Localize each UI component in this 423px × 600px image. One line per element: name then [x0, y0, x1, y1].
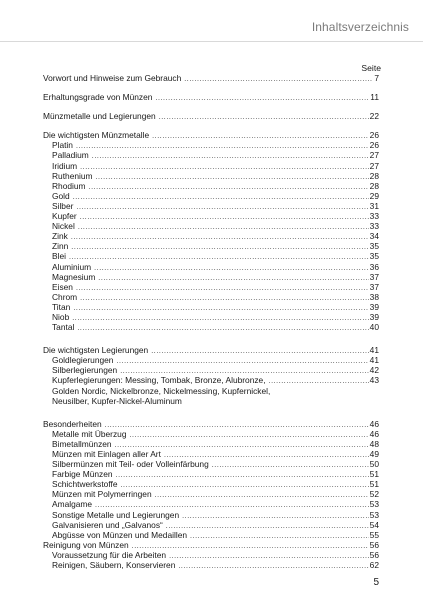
toc-entry-label: Neusilber, Kupfer-Nickel-Aluminum	[52, 395, 182, 406]
toc-entry-continuation	[43, 396, 379, 406]
toc-entry-label: Abgüsse von Münzen und Medaillen	[52, 529, 188, 540]
toc-entry[interactable]	[43, 540, 379, 550]
toc-entry-page: 35	[369, 241, 379, 252]
toc-entry-label: Zinn	[52, 241, 69, 252]
dot-leader	[76, 284, 369, 294]
toc-entry[interactable]	[43, 130, 379, 140]
toc-entry-label: Gold	[52, 190, 70, 201]
dot-leader	[76, 203, 368, 213]
dot-leader	[72, 314, 368, 324]
toc-entry-page: 50	[369, 459, 379, 470]
toc-entry[interactable]	[43, 355, 379, 365]
toc-entry-label: Reinigung von Münzen	[43, 539, 129, 550]
toc-entry[interactable]	[43, 181, 379, 191]
dot-leader	[190, 532, 369, 542]
toc-entry-page: 38	[369, 291, 379, 302]
dot-leader	[76, 142, 369, 152]
toc-entry-label: Farbige Münzen	[52, 469, 113, 480]
toc-entry-label: Die wichtigsten Legierungen	[43, 345, 149, 356]
toc-entry-label: Amalgame	[52, 499, 93, 510]
toc-entry[interactable]	[43, 449, 379, 459]
dot-leader	[269, 377, 369, 387]
toc-entry[interactable]	[43, 469, 379, 479]
toc-entry[interactable]	[43, 272, 379, 282]
toc-entry[interactable]	[43, 201, 379, 211]
dot-leader	[92, 152, 369, 162]
page-column-header: Seite	[361, 63, 381, 73]
dot-leader	[151, 347, 368, 357]
dot-leader	[78, 223, 369, 233]
dot-leader	[120, 481, 368, 491]
toc-entry-label: Erhaltungsgrade von Münzen	[43, 92, 153, 103]
toc-entry[interactable]	[43, 161, 379, 171]
toc-entry-page: 28	[369, 180, 379, 191]
toc-entry[interactable]	[43, 479, 379, 489]
dot-leader	[96, 173, 369, 183]
toc-entry[interactable]	[43, 550, 379, 560]
dot-leader	[116, 471, 369, 481]
toc-entry-label: Aluminium	[52, 261, 92, 272]
toc-entry[interactable]	[43, 262, 379, 272]
toc-entry[interactable]	[43, 322, 379, 332]
toc-entry[interactable]	[43, 111, 379, 121]
toc-entry-label: Goldlegierungen	[52, 355, 114, 366]
dot-leader	[80, 213, 369, 223]
dot-leader	[71, 243, 368, 253]
toc-entry-page: 53	[369, 509, 379, 520]
toc-entry-label: Titan	[52, 301, 71, 312]
dot-leader	[178, 562, 368, 572]
dot-leader	[132, 542, 369, 552]
toc-entry-page: 62	[369, 560, 379, 571]
header-divider	[0, 41, 423, 42]
toc-entry[interactable]	[43, 375, 379, 385]
toc-entry-label: Ruthenium	[52, 170, 93, 181]
toc-entry-label: Iridium	[52, 160, 78, 171]
dot-leader	[182, 512, 369, 522]
toc-entry-page: 26	[369, 130, 379, 141]
toc-entry-page: 55	[369, 529, 379, 540]
dot-leader	[155, 491, 369, 501]
toc-entry[interactable]	[43, 345, 379, 355]
dot-leader	[94, 264, 369, 274]
dot-leader	[80, 294, 369, 304]
toc-entry[interactable]	[43, 302, 379, 312]
toc-entry[interactable]	[43, 92, 379, 102]
toc-entry-page: 46	[369, 418, 379, 429]
toc-entry-label: Besonderheiten	[43, 418, 102, 429]
dot-leader	[77, 324, 368, 334]
toc-entry-page: 43	[369, 375, 379, 386]
toc-entry-page: 49	[369, 449, 379, 459]
toc-entry-label: Münzen mit Polymerringen	[52, 489, 152, 500]
dot-leader	[212, 461, 369, 471]
toc-entry-label: Rhodium	[52, 180, 86, 191]
toc-entry-page: 31	[369, 200, 379, 211]
toc-entry-page: 7	[374, 73, 379, 83]
toc-entry[interactable]	[43, 510, 379, 520]
toc-entry-page: 11	[370, 92, 379, 103]
toc-entry-label: Nickel	[52, 221, 75, 232]
toc-entry[interactable]	[43, 241, 379, 251]
toc-entry[interactable]	[43, 73, 379, 83]
toc-entry-page: 33	[369, 211, 379, 222]
toc-entry-label: Schichtwerkstoffe	[52, 479, 118, 490]
dot-leader	[89, 183, 369, 193]
toc-entry-page: 39	[369, 301, 379, 312]
page-number: 5	[373, 577, 379, 588]
toc-entry-label: Palladium	[52, 150, 89, 161]
toc-entry-label: Vorwort und Hinweise zum Gebrauch	[43, 73, 182, 83]
toc-entry-label: Bimetallmünzen	[52, 438, 112, 449]
toc-entry-label: Golden Nordic, Nickelbronze, Nickelmessing, Kupfernickel,	[52, 385, 271, 396]
toc-entry-page: 37	[369, 281, 379, 292]
toc-entry[interactable]	[43, 365, 379, 375]
toc-entry-page: 53	[369, 499, 379, 510]
toc-entry[interactable]	[43, 140, 379, 150]
toc-entry[interactable]	[43, 312, 379, 322]
toc-entry-label: Silbermünzen mit Teil- oder Volleinfärbung	[52, 459, 209, 470]
toc-entry-page: 29	[369, 190, 379, 201]
toc-entry-page: 37	[369, 271, 379, 282]
dot-leader	[73, 193, 369, 203]
toc-entry-page: 27	[369, 160, 379, 171]
toc-entry-label: Zink	[52, 231, 68, 242]
toc-entry-page: 56	[369, 539, 379, 550]
toc-entry-label: Münzmetalle und Legierungen	[43, 111, 156, 122]
toc-entry-label: Münzen mit Einlagen aller Art	[52, 449, 161, 459]
toc-entry[interactable]	[43, 429, 379, 439]
dot-leader	[98, 274, 368, 284]
dot-leader	[105, 421, 369, 431]
dot-leader	[116, 357, 368, 367]
toc-entry[interactable]	[43, 459, 379, 469]
toc-entry-page: 28	[369, 170, 379, 181]
toc-entry[interactable]	[43, 231, 379, 241]
toc-entry-label: Silber	[52, 200, 74, 211]
toc-entry-page: 51	[369, 479, 379, 490]
toc-entry-label: Magnesium	[52, 271, 96, 282]
toc-entry[interactable]	[43, 251, 379, 261]
toc-entry-page: 27	[369, 150, 379, 161]
toc-entry[interactable]	[43, 520, 379, 530]
toc-entry[interactable]	[43, 489, 379, 499]
dot-leader	[69, 253, 369, 263]
dot-leader	[71, 233, 369, 243]
toc-entry-label: Reinigen, Säubern, Konservieren	[52, 560, 176, 571]
toc-entry[interactable]	[43, 292, 379, 302]
toc-entry-label: Metalle mit Überzug	[52, 428, 127, 439]
toc-entry-label: Tantal	[52, 322, 75, 333]
toc-entry-page: 34	[369, 231, 379, 242]
toc-entry-page: 22	[369, 111, 379, 122]
dot-leader	[184, 75, 373, 85]
toc-entry[interactable]	[43, 282, 379, 292]
dot-leader	[152, 132, 369, 142]
toc-entry-page: 52	[369, 489, 379, 500]
toc-entry-page: 40	[369, 322, 379, 333]
toc-entry[interactable]	[43, 439, 379, 449]
dot-leader	[73, 304, 368, 314]
dot-leader	[159, 113, 369, 123]
toc-entry-page: 39	[369, 311, 379, 322]
toc-entry-page: 33	[369, 221, 379, 232]
running-header: Inhaltsverzeichnis	[311, 20, 409, 34]
toc-entry-page: 51	[369, 469, 379, 480]
toc-entry[interactable]	[43, 530, 379, 540]
toc-entry-page: 26	[369, 140, 379, 151]
toc-entry[interactable]	[43, 191, 379, 201]
toc-entry-page: 41	[369, 345, 379, 356]
toc-entry-label: Die wichtigsten Münzmetalle	[43, 130, 150, 141]
toc-entry-label: Kupfer	[52, 211, 77, 222]
toc-entry-label: Silberlegierungen	[52, 365, 118, 376]
toc-entry-page: 56	[369, 549, 379, 560]
toc-entry-page: 36	[369, 261, 379, 272]
toc-entry-label: Platin	[52, 140, 73, 151]
toc-entry[interactable]	[43, 560, 379, 570]
dot-leader	[169, 552, 369, 562]
toc-entry-page: 35	[369, 251, 379, 262]
toc-entry[interactable]	[43, 150, 379, 160]
toc-entry-label: Chrom	[52, 291, 78, 302]
dot-leader	[155, 94, 369, 104]
toc-entry-label: Sonstige Metalle und Legierungen	[52, 509, 180, 520]
toc-entry-page: 54	[369, 519, 379, 530]
toc-entry-page: 48	[369, 438, 379, 449]
dot-leader	[129, 431, 368, 441]
table-of-contents	[43, 73, 379, 570]
dot-leader	[80, 163, 369, 173]
toc-entry-label: Galvanisieren und „Galvanos“	[52, 519, 163, 530]
toc-entry-label: Eisen	[52, 281, 73, 292]
toc-entry[interactable]	[43, 419, 379, 429]
toc-entry-label: Niob	[52, 311, 70, 322]
toc-entry-label: Kupferlegierungen: Messing, Tombak, Bronze, Alubronze,	[52, 375, 266, 386]
toc-entry[interactable]	[43, 211, 379, 221]
toc-entry-page: 42	[369, 365, 379, 376]
toc-entry[interactable]	[43, 499, 379, 509]
toc-entry-page: 41	[369, 355, 379, 366]
toc-entry-page: 46	[369, 428, 379, 439]
toc-entry[interactable]	[43, 221, 379, 231]
dot-leader	[166, 522, 369, 532]
toc-entry-label: Voraussetzung für die Arbeiten	[52, 549, 167, 560]
toc-entry-label: Blei	[52, 251, 66, 262]
